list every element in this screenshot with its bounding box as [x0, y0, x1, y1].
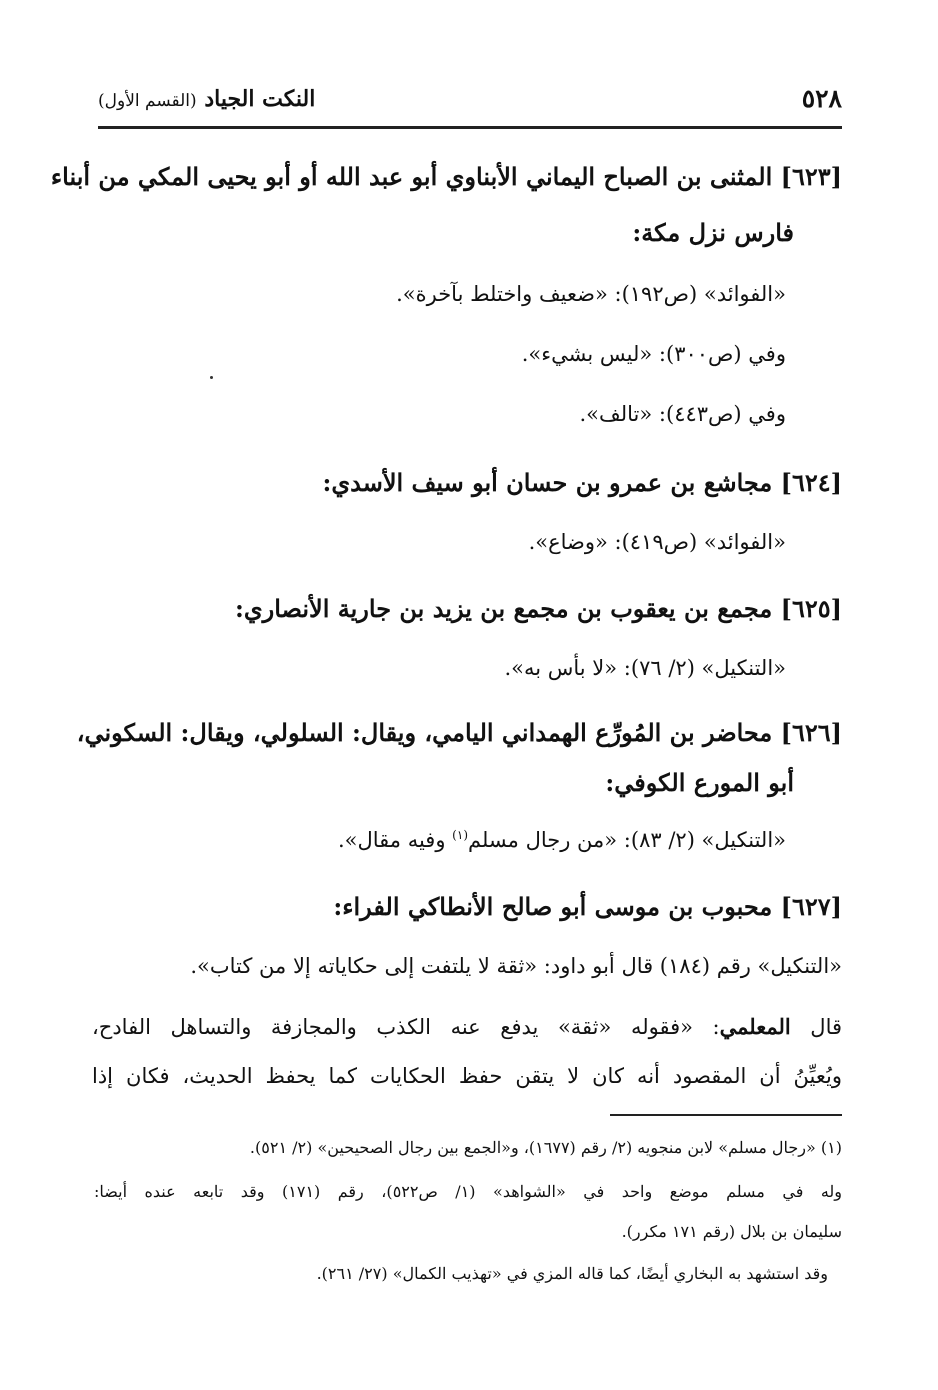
footnote-1-line-4: وقد استشهد به البخاري أيضًا، كما قاله المزي في «تهذيب الكمال» (٢٧/ ٢٦١).: [316, 1264, 828, 1283]
entry-626-quote: [338, 828, 786, 852]
entry-626-quote-b: وفيه مقال».: [337, 828, 453, 852]
book-section: (القسم الأول): [98, 91, 197, 111]
entry-625-heading: [٦٢٥] مجمع بن يعقوب بن مجمع بن يزيد بن جارية الأنصاري:: [235, 594, 842, 623]
footnote-1-line-2: وله في مسلم موضع واحد في «الشواهد» (١/ ص٥٢٢)، رقم (١٧١) وقد تابعه عنده أيضا:: [94, 1182, 843, 1201]
entry-624-quote: «الفوائد» (ص٤١٩): «وضاع».: [528, 530, 786, 554]
entry-623-quote-1: «الفوائد» (ص١٩٢): «ضعيف واختلط بآخرة».: [396, 282, 786, 306]
entry-623-quote-2: وفي (ص٣٠٠): «ليس بشيء».: [521, 342, 786, 366]
page-header: [98, 80, 842, 120]
running-title: [98, 86, 315, 112]
commentary-line-1: [92, 1014, 842, 1039]
entry-623-quote-3: وفي (ص٤٤٣): «تالف».: [579, 402, 786, 426]
entry-623-heading-cont: فارس نزل مكة:: [632, 218, 794, 247]
entry-626-heading-cont: أبو المورع الكوفي:: [605, 768, 794, 797]
footnote-1: (١) «رجال مسلم» لابن منجويه (٢/ رقم (١٦٧٧)، و«الجمع بين رجال الصحيحين» (٢/ ٥٢١).: [249, 1138, 842, 1157]
entry-626-quote-a: «التنكيل» (٢/ ٨٣): «من رجال مسلم: [468, 828, 786, 852]
book-title: النكت الجياد: [204, 86, 316, 112]
commentary-text: : «فقوله «ثقة» يدفع عنه الكذب والمجازفة والتساهل الفادح،: [92, 1015, 720, 1039]
entry-627-quote: «التنكيل» رقم (١٨٤) قال أبو داود: «ثقة لا يلتفت إلى حكاياته إلا من كتاب».: [190, 954, 842, 978]
commentator-name: المعلمي: [719, 1014, 791, 1039]
commentary-line-2: ويُعيِّنُ أن المقصود أنه كان لا يتقن حفظ الحكايات كما يحفظ الحديث، فكان إذا: [92, 1064, 842, 1088]
page-number: ٥٢٨: [801, 84, 842, 113]
header-rule: [98, 126, 842, 129]
entry-624-heading: [٦٢٤] مجاشع بن عمرو بن حسان أبو سيف الأسدي:: [322, 468, 842, 497]
stray-mark: [210, 376, 213, 379]
footnote-1-line-3: سليمان بن بلال (رقم ١٧١ مكرر).: [621, 1222, 842, 1241]
entry-627-heading: [٦٢٧] محبوب بن موسى أبو صالح الأنطاكي الفراء:: [333, 892, 842, 921]
commentary-intro: قال: [790, 1015, 843, 1039]
footnote-rule: [610, 1114, 842, 1116]
entry-626-heading: [٦٢٦] محاضر بن المُورِّع الهمداني اليامي، ويقال: السلولي، ويقال: السكوني،: [76, 718, 842, 747]
entry-623-heading: [٦٢٣] المثنى بن الصباح اليماني الأبناوي أبو عبد الله أو أبو يحيى المكي من أبناء: [50, 162, 842, 191]
entry-625-quote: «التنكيل» (٢/ ٧٦): «لا بأس به».: [504, 656, 786, 680]
footnote-ref-1: (١): [452, 828, 468, 842]
